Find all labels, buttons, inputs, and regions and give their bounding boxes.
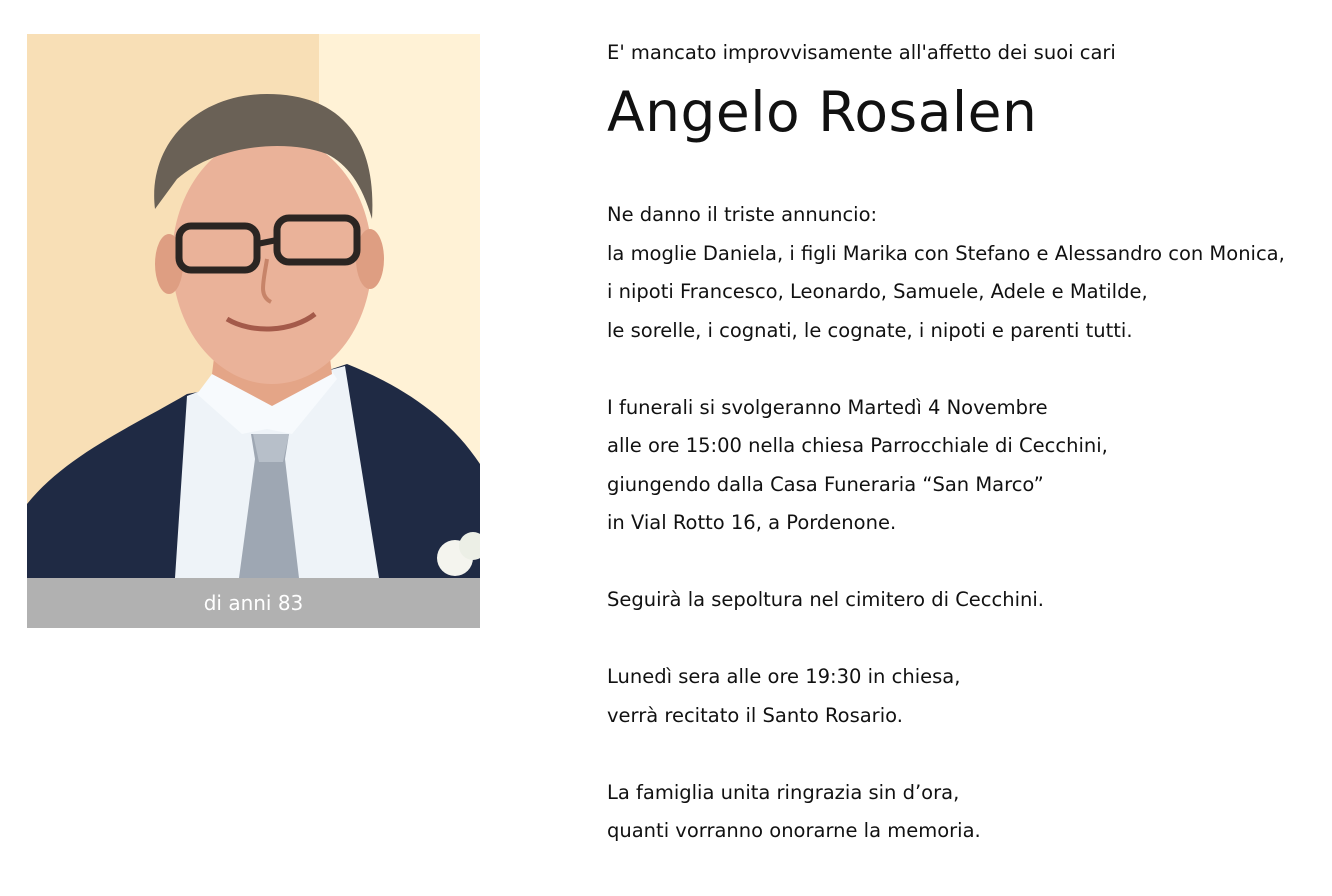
funeral-line: alle ore 15:00 nella chiesa Parrocchiale di Cecchini, [607, 434, 1108, 457]
tie-knot [253, 434, 289, 462]
burial-paragraph [607, 581, 1327, 620]
rosary-paragraph [607, 658, 1327, 735]
thanks-line: La famiglia unita ringrazia sin d’ora, [607, 780, 960, 804]
portrait-illustration [27, 34, 480, 578]
funeral-paragraph [607, 389, 1327, 543]
rosary-line: Lunedì sera alle ore 19:30 in chiesa, [607, 665, 961, 688]
announcement-paragraph [607, 196, 1327, 350]
funeral-line: giungendo dalla Casa Funeraria “San Marco” [607, 472, 1044, 496]
deceased-name: Angelo Rosalen [607, 80, 1038, 144]
announcement-line: i nipoti Francesco, Leonardo, Samuele, Adele e Matilde, [607, 280, 1148, 303]
funeral-line: in Vial Rotto 16, a Pordenone. [607, 511, 897, 534]
obituary-text [607, 34, 1327, 851]
announcement-line: le sorelle, i cognati, le cognate, i nipoti e parenti tutti. [607, 318, 1133, 342]
thanks-line: quanti vorranno onorarne la memoria. [607, 819, 981, 842]
thanks-paragraph [607, 774, 1327, 851]
glasses-bridge [257, 240, 277, 244]
rosary-line: verrà recitato il Santo Rosario. [607, 703, 903, 727]
age-label: di anni 83 [27, 578, 480, 628]
announcement-line: Ne danno il triste annuncio: [607, 203, 878, 226]
announcement-line: la moglie Daniela, i figli Marika con Stefano e Alessandro con Monica, [607, 241, 1285, 265]
portrait-card [27, 34, 480, 628]
portrait-photo [27, 34, 480, 578]
funeral-line: I funerali si svolgeranno Martedì 4 Novembre [607, 395, 1048, 419]
intro-line: E' mancato improvvisamente all'affetto dei suoi cari [607, 41, 1116, 64]
burial-line: Seguirà la sepoltura nel cimitero di Cecchini. [607, 588, 1044, 611]
